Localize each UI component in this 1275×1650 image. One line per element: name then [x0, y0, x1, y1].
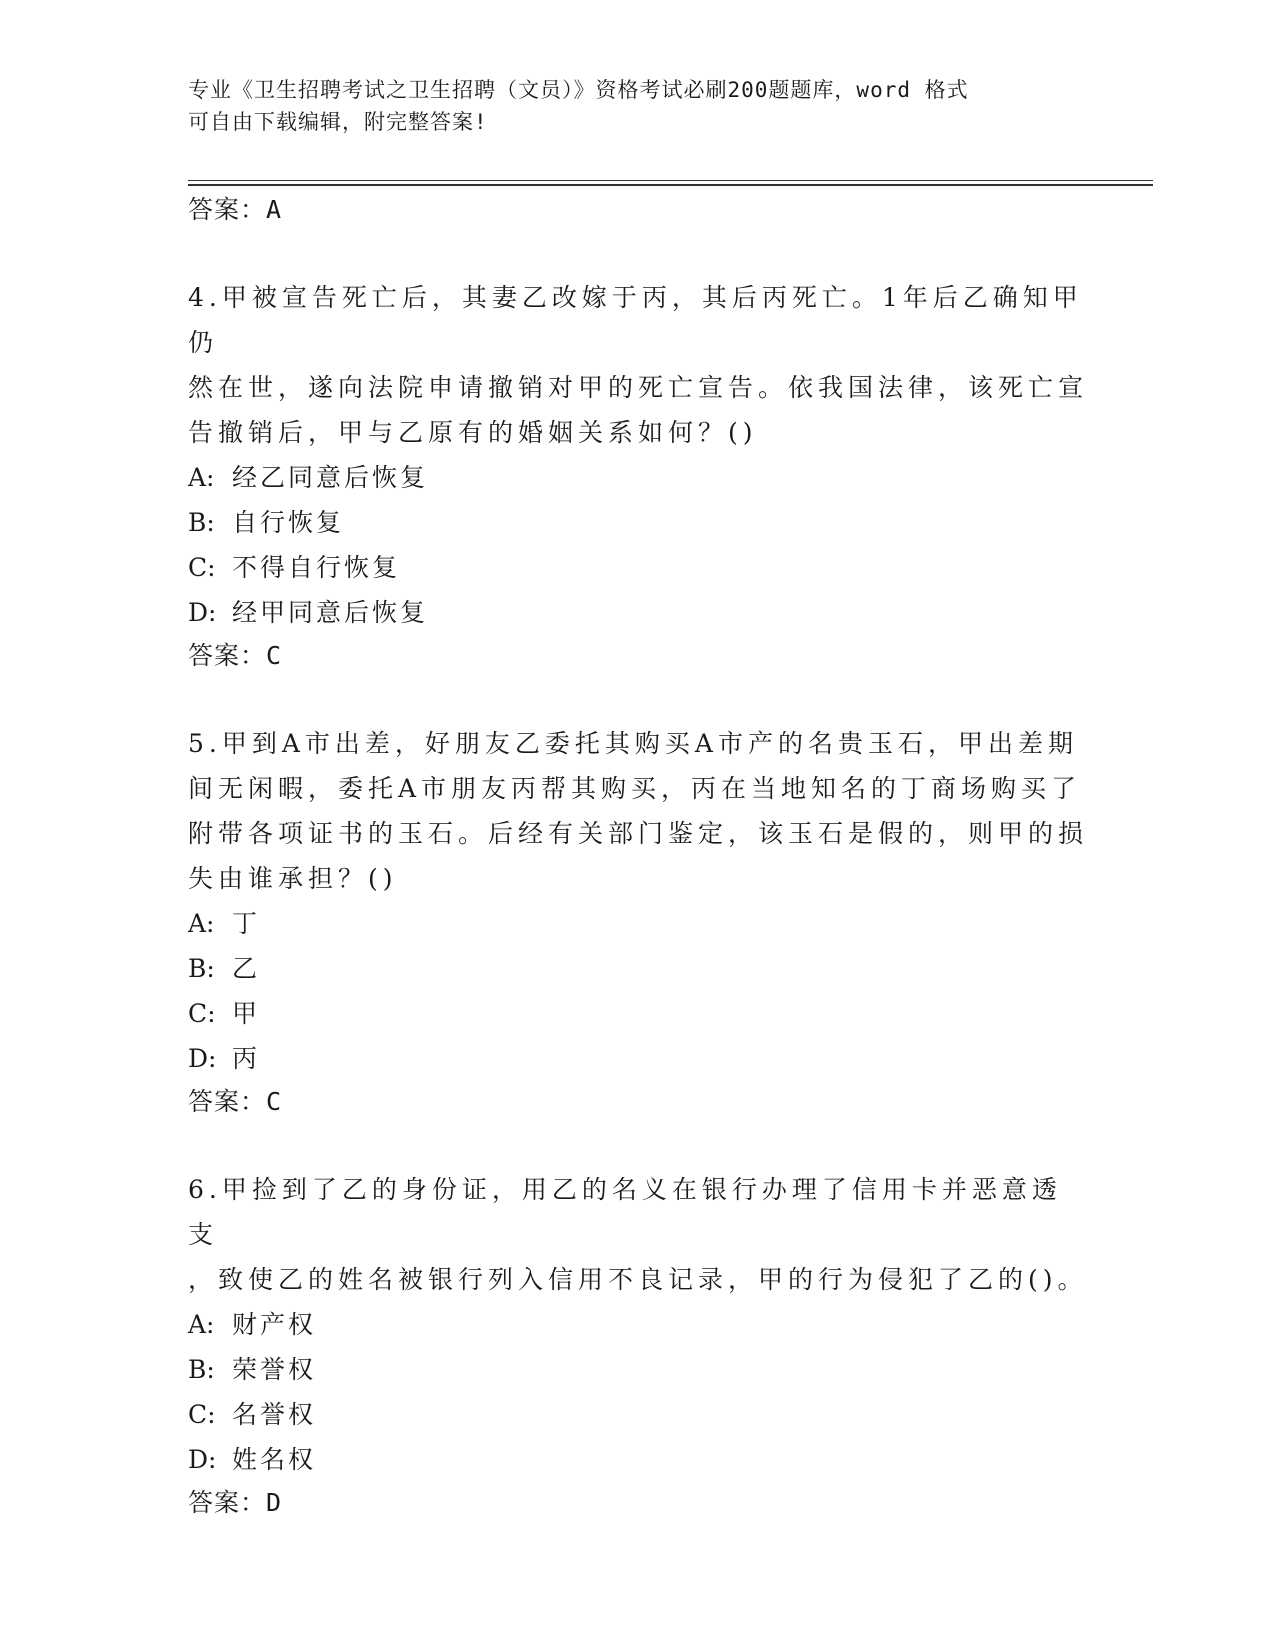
option-letter: B: [188, 508, 215, 537]
option-letter: A: [188, 463, 215, 492]
question-item [188, 1167, 1088, 1520]
stem-line: ，致使乙的姓名被银行列入信用不良记录，甲的行为侵犯了乙的()。 [188, 1265, 1088, 1294]
option-letter: C: [188, 1400, 216, 1429]
stem-line: 4.甲被宣告死亡后，其妻乙改嫁于丙，其后丙死亡。1年后乙确知甲仍 [188, 283, 1083, 357]
stem-line: 然在世，遂向法院申请撤销对甲的死亡宣告。依我国法律，该死亡宣 [188, 373, 1089, 402]
stem-line: 失由谁承担？() [188, 864, 398, 893]
option-b [188, 500, 1088, 545]
option-a [188, 455, 1088, 500]
option-letter: A: [188, 909, 215, 938]
option-letter: B: [188, 1355, 215, 1384]
option-b [188, 946, 1088, 991]
option-letter: D: [188, 1445, 217, 1474]
page-header [188, 74, 1088, 138]
option-text: 经乙同意后恢复 [232, 463, 429, 492]
option-a [188, 901, 1088, 946]
question-stem [188, 275, 1088, 455]
option-c [188, 545, 1088, 590]
question-stem [188, 721, 1088, 901]
option-text: 姓名权 [232, 1445, 317, 1474]
option-letter: C: [188, 553, 216, 582]
option-letter: D: [188, 1044, 217, 1073]
question-list [188, 193, 1088, 1520]
option-d [188, 590, 1088, 635]
option-letter: D: [188, 598, 217, 627]
option-c [188, 991, 1088, 1036]
header-divider-thin [188, 180, 1153, 181]
option-letter: B: [188, 954, 215, 983]
header-line-1: 专业《卫生招聘考试之卫生招聘（文员）》资格考试必刷200题题库，word 格式 [188, 78, 969, 102]
question-item [188, 721, 1088, 1119]
header-divider-thick [188, 184, 1153, 186]
option-text: 荣誉权 [232, 1355, 317, 1384]
stem-line: 告撤销后，甲与乙原有的婚姻关系如何？() [188, 418, 758, 447]
question-stem [188, 1167, 1088, 1302]
option-a [188, 1302, 1088, 1347]
option-c [188, 1392, 1088, 1437]
option-text: 乙 [232, 954, 261, 983]
question-item [188, 275, 1088, 673]
option-b [188, 1347, 1088, 1392]
option-text: 丁 [232, 909, 261, 938]
option-text: 甲 [232, 999, 261, 1028]
stem-line: 6.甲捡到了乙的身份证，用乙的名义在银行办理了信用卡并恶意透支 [188, 1175, 1062, 1249]
option-text: 名誉权 [232, 1400, 317, 1429]
option-d [188, 1437, 1088, 1482]
header-line-2: 可自由下载编辑，附完整答案! [188, 110, 488, 134]
option-letter: A: [188, 1310, 215, 1339]
stem-line: 间无闲暇，委托A市朋友丙帮其购买，丙在当地知名的丁商场购买了 [188, 774, 1082, 803]
option-text: 财产权 [232, 1310, 317, 1339]
stem-line: 附带各项证书的玉石。后经有关部门鉴定，该玉石是假的，则甲的损 [188, 819, 1089, 848]
answer-label: 答案：C [188, 641, 283, 670]
option-letter: C: [188, 999, 216, 1028]
answer-label: 答案：D [188, 1488, 283, 1517]
option-text: 自行恢复 [232, 508, 345, 537]
option-d [188, 1036, 1088, 1081]
stem-line: 5.甲到A市出差，好朋友乙委托其购买A市产的名贵玉石，甲出差期 [188, 729, 1078, 758]
option-text: 丙 [232, 1044, 261, 1073]
option-text: 不得自行恢复 [232, 553, 401, 582]
answer-label: 答案：C [188, 1087, 283, 1116]
option-text: 经甲同意后恢复 [232, 598, 429, 627]
answer-label: 答案：A [188, 195, 283, 224]
